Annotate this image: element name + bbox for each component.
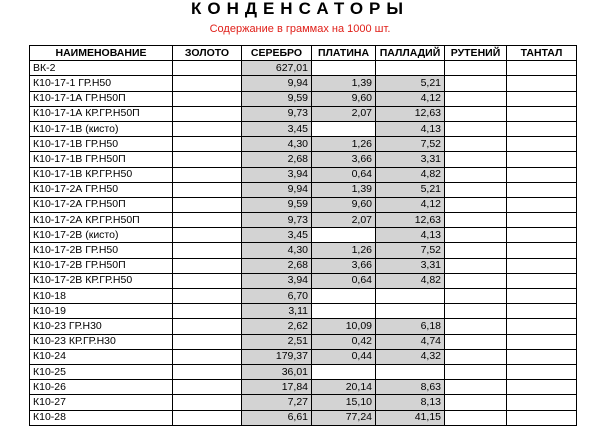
cell-palladium	[376, 364, 445, 379]
cell-silver: 179,37	[242, 349, 312, 364]
column-header-palladium: ПАЛЛАДИЙ	[376, 46, 445, 61]
cell-palladium: 7,52	[376, 137, 445, 152]
cell-ruthenium	[445, 121, 507, 136]
table-row	[30, 349, 577, 364]
cell-platinum: 0,64	[312, 167, 376, 182]
cell-ruthenium	[445, 364, 507, 379]
cell-platinum: 1,39	[312, 182, 376, 197]
page-subtitle: Содержание в граммах на 1000 шт.	[209, 23, 391, 35]
cell-platinum: 77,24	[312, 410, 376, 425]
table-row	[30, 197, 577, 212]
cell-gold	[173, 380, 242, 395]
cell-tantalum	[507, 273, 577, 288]
cell-gold	[173, 213, 242, 228]
cell-name: ВК-2	[30, 61, 173, 76]
cell-name: К10-23 КР.ГР.Н30	[30, 334, 173, 349]
cell-palladium: 12,63	[376, 106, 445, 121]
cell-tantalum	[507, 258, 577, 273]
cell-ruthenium	[445, 228, 507, 243]
cell-gold	[173, 228, 242, 243]
cell-gold	[173, 258, 242, 273]
cell-tantalum	[507, 380, 577, 395]
cell-tantalum	[507, 364, 577, 379]
cell-palladium: 6,18	[376, 319, 445, 334]
cell-gold	[173, 91, 242, 106]
cell-name: К10-17-2А ГР.Н50	[30, 182, 173, 197]
cell-palladium: 3,31	[376, 152, 445, 167]
cell-palladium: 4,12	[376, 197, 445, 212]
cell-tantalum	[507, 213, 577, 228]
cell-platinum	[312, 61, 376, 76]
cell-tantalum	[507, 304, 577, 319]
cell-platinum: 1,39	[312, 76, 376, 91]
cell-silver: 3,11	[242, 304, 312, 319]
cell-name: К10-25	[30, 364, 173, 379]
table-row	[30, 182, 577, 197]
cell-platinum	[312, 304, 376, 319]
cell-platinum: 1,26	[312, 137, 376, 152]
cell-silver: 9,73	[242, 213, 312, 228]
cell-palladium: 4,82	[376, 273, 445, 288]
cell-silver: 6,70	[242, 289, 312, 304]
table-row	[30, 364, 577, 379]
cell-ruthenium	[445, 304, 507, 319]
table-row	[30, 76, 577, 91]
cell-tantalum	[507, 349, 577, 364]
cell-name: К10-26	[30, 380, 173, 395]
cell-silver: 4,30	[242, 137, 312, 152]
table-row	[30, 334, 577, 349]
cell-ruthenium	[445, 395, 507, 410]
cell-name: К10-23 ГР.Н30	[30, 319, 173, 334]
cell-tantalum	[507, 61, 577, 76]
cell-platinum	[312, 121, 376, 136]
cell-name: К10-17-2В КР.ГР.Н50	[30, 273, 173, 288]
cell-platinum: 3,66	[312, 152, 376, 167]
cell-ruthenium	[445, 380, 507, 395]
cell-name: К10-17-1В (кисто)	[30, 121, 173, 136]
cell-silver: 9,73	[242, 106, 312, 121]
cell-silver: 2,68	[242, 152, 312, 167]
cell-silver: 7,27	[242, 395, 312, 410]
cell-silver: 2,62	[242, 319, 312, 334]
cell-ruthenium	[445, 152, 507, 167]
cell-palladium: 4,13	[376, 228, 445, 243]
cell-palladium: 4,74	[376, 334, 445, 349]
cell-platinum: 2,07	[312, 213, 376, 228]
cell-tantalum	[507, 228, 577, 243]
table-row	[30, 395, 577, 410]
cell-tantalum	[507, 243, 577, 258]
cell-ruthenium	[445, 182, 507, 197]
cell-silver: 9,94	[242, 76, 312, 91]
table-row	[30, 243, 577, 258]
cell-tantalum	[507, 167, 577, 182]
column-header-silver: СЕРЕБРО	[242, 46, 312, 61]
cell-platinum: 20,14	[312, 380, 376, 395]
cell-tantalum	[507, 106, 577, 121]
cell-gold	[173, 319, 242, 334]
cell-silver: 4,30	[242, 243, 312, 258]
cell-palladium: 4,82	[376, 167, 445, 182]
cell-name: К10-18	[30, 289, 173, 304]
cell-name: К10-19	[30, 304, 173, 319]
table-row	[30, 121, 577, 136]
table-row	[30, 273, 577, 288]
cell-gold	[173, 349, 242, 364]
metal-content-table	[29, 45, 577, 426]
cell-ruthenium	[445, 319, 507, 334]
cell-silver: 9,59	[242, 197, 312, 212]
cell-palladium: 4,13	[376, 121, 445, 136]
cell-platinum: 9,60	[312, 91, 376, 106]
cell-gold	[173, 167, 242, 182]
table-row	[30, 152, 577, 167]
cell-silver: 6,61	[242, 410, 312, 425]
cell-name: К10-17-2А КР.ГР.Н50П	[30, 213, 173, 228]
cell-platinum: 0,44	[312, 349, 376, 364]
cell-silver: 627,01	[242, 61, 312, 76]
cell-silver: 3,94	[242, 273, 312, 288]
cell-silver: 9,94	[242, 182, 312, 197]
table-row	[30, 304, 577, 319]
cell-ruthenium	[445, 91, 507, 106]
cell-name: К10-27	[30, 395, 173, 410]
cell-gold	[173, 334, 242, 349]
cell-platinum: 15,10	[312, 395, 376, 410]
cell-tantalum	[507, 137, 577, 152]
cell-ruthenium	[445, 197, 507, 212]
page-title: КОНДЕНСАТОРЫ	[190, 0, 410, 18]
table-row	[30, 319, 577, 334]
cell-tantalum	[507, 91, 577, 106]
cell-ruthenium	[445, 137, 507, 152]
cell-ruthenium	[445, 213, 507, 228]
table-header-row	[30, 46, 577, 61]
cell-palladium: 3,31	[376, 258, 445, 273]
cell-silver: 3,94	[242, 167, 312, 182]
column-header-tantalum: ТАНТАЛ	[507, 46, 577, 61]
cell-palladium: 41,15	[376, 410, 445, 425]
cell-ruthenium	[445, 334, 507, 349]
table-row	[30, 106, 577, 121]
cell-platinum	[312, 289, 376, 304]
cell-name: К10-17-2А ГР.Н50П	[30, 197, 173, 212]
cell-ruthenium	[445, 349, 507, 364]
cell-gold	[173, 243, 242, 258]
cell-palladium	[376, 61, 445, 76]
cell-silver: 2,68	[242, 258, 312, 273]
cell-tantalum	[507, 395, 577, 410]
cell-name: К10-17-1В ГР.Н50П	[30, 152, 173, 167]
cell-gold	[173, 410, 242, 425]
cell-palladium	[376, 304, 445, 319]
cell-name: К10-24	[30, 349, 173, 364]
column-header-ruthenium: РУТЕНИЙ	[445, 46, 507, 61]
cell-palladium: 7,52	[376, 243, 445, 258]
cell-platinum: 0,42	[312, 334, 376, 349]
cell-gold	[173, 61, 242, 76]
cell-silver: 36,01	[242, 364, 312, 379]
cell-name: К10-17-1В КР.ГР.Н50	[30, 167, 173, 182]
cell-tantalum	[507, 152, 577, 167]
table-row	[30, 213, 577, 228]
cell-ruthenium	[445, 289, 507, 304]
cell-tantalum	[507, 319, 577, 334]
cell-platinum: 0,64	[312, 273, 376, 288]
cell-platinum: 9,60	[312, 197, 376, 212]
cell-gold	[173, 76, 242, 91]
cell-silver: 17,84	[242, 380, 312, 395]
cell-ruthenium	[445, 410, 507, 425]
cell-name: К10-28	[30, 410, 173, 425]
table-row	[30, 91, 577, 106]
cell-ruthenium	[445, 76, 507, 91]
cell-name: К10-17-1В ГР.Н50	[30, 137, 173, 152]
cell-platinum: 2,07	[312, 106, 376, 121]
cell-platinum: 10,09	[312, 319, 376, 334]
cell-tantalum	[507, 182, 577, 197]
column-header-platinum: ПЛАТИНА	[312, 46, 376, 61]
cell-palladium: 4,32	[376, 349, 445, 364]
cell-ruthenium	[445, 273, 507, 288]
table-row	[30, 380, 577, 395]
cell-palladium: 12,63	[376, 213, 445, 228]
column-header-gold: ЗОЛОТО	[173, 46, 242, 61]
cell-palladium: 8,13	[376, 395, 445, 410]
cell-gold	[173, 289, 242, 304]
cell-gold	[173, 121, 242, 136]
table-body	[30, 61, 577, 426]
table-row	[30, 258, 577, 273]
cell-name: К10-17-1А ГР.Н50П	[30, 91, 173, 106]
cell-palladium: 5,21	[376, 182, 445, 197]
cell-ruthenium	[445, 258, 507, 273]
cell-gold	[173, 197, 242, 212]
cell-silver: 9,59	[242, 91, 312, 106]
cell-name: К10-17-1А КР.ГР.Н50П	[30, 106, 173, 121]
cell-palladium: 5,21	[376, 76, 445, 91]
cell-platinum: 3,66	[312, 258, 376, 273]
cell-palladium: 4,12	[376, 91, 445, 106]
cell-name: К10-17-2В ГР.Н50	[30, 243, 173, 258]
cell-gold	[173, 273, 242, 288]
cell-ruthenium	[445, 61, 507, 76]
table-row	[30, 228, 577, 243]
cell-tantalum	[507, 121, 577, 136]
cell-gold	[173, 137, 242, 152]
cell-ruthenium	[445, 167, 507, 182]
cell-gold	[173, 182, 242, 197]
cell-tantalum	[507, 410, 577, 425]
cell-gold	[173, 304, 242, 319]
cell-name: К10-17-2В ГР.Н50П	[30, 258, 173, 273]
cell-palladium: 8,63	[376, 380, 445, 395]
table-row	[30, 410, 577, 425]
table-row	[30, 289, 577, 304]
cell-tantalum	[507, 334, 577, 349]
table-row	[30, 137, 577, 152]
cell-platinum	[312, 364, 376, 379]
cell-platinum: 1,26	[312, 243, 376, 258]
cell-palladium	[376, 289, 445, 304]
table-row	[30, 61, 577, 76]
cell-platinum	[312, 228, 376, 243]
cell-gold	[173, 152, 242, 167]
cell-ruthenium	[445, 106, 507, 121]
cell-silver: 3,45	[242, 228, 312, 243]
table-row	[30, 167, 577, 182]
cell-name: К10-17-1 ГР.Н50	[30, 76, 173, 91]
cell-name: К10-17-2В (кисто)	[30, 228, 173, 243]
cell-gold	[173, 395, 242, 410]
cell-gold	[173, 364, 242, 379]
cell-tantalum	[507, 197, 577, 212]
column-header-name: НАИМЕНОВАНИЕ	[30, 46, 173, 61]
cell-ruthenium	[445, 243, 507, 258]
cell-silver: 2,51	[242, 334, 312, 349]
cell-silver: 3,45	[242, 121, 312, 136]
cell-gold	[173, 106, 242, 121]
cell-tantalum	[507, 289, 577, 304]
cell-tantalum	[507, 76, 577, 91]
